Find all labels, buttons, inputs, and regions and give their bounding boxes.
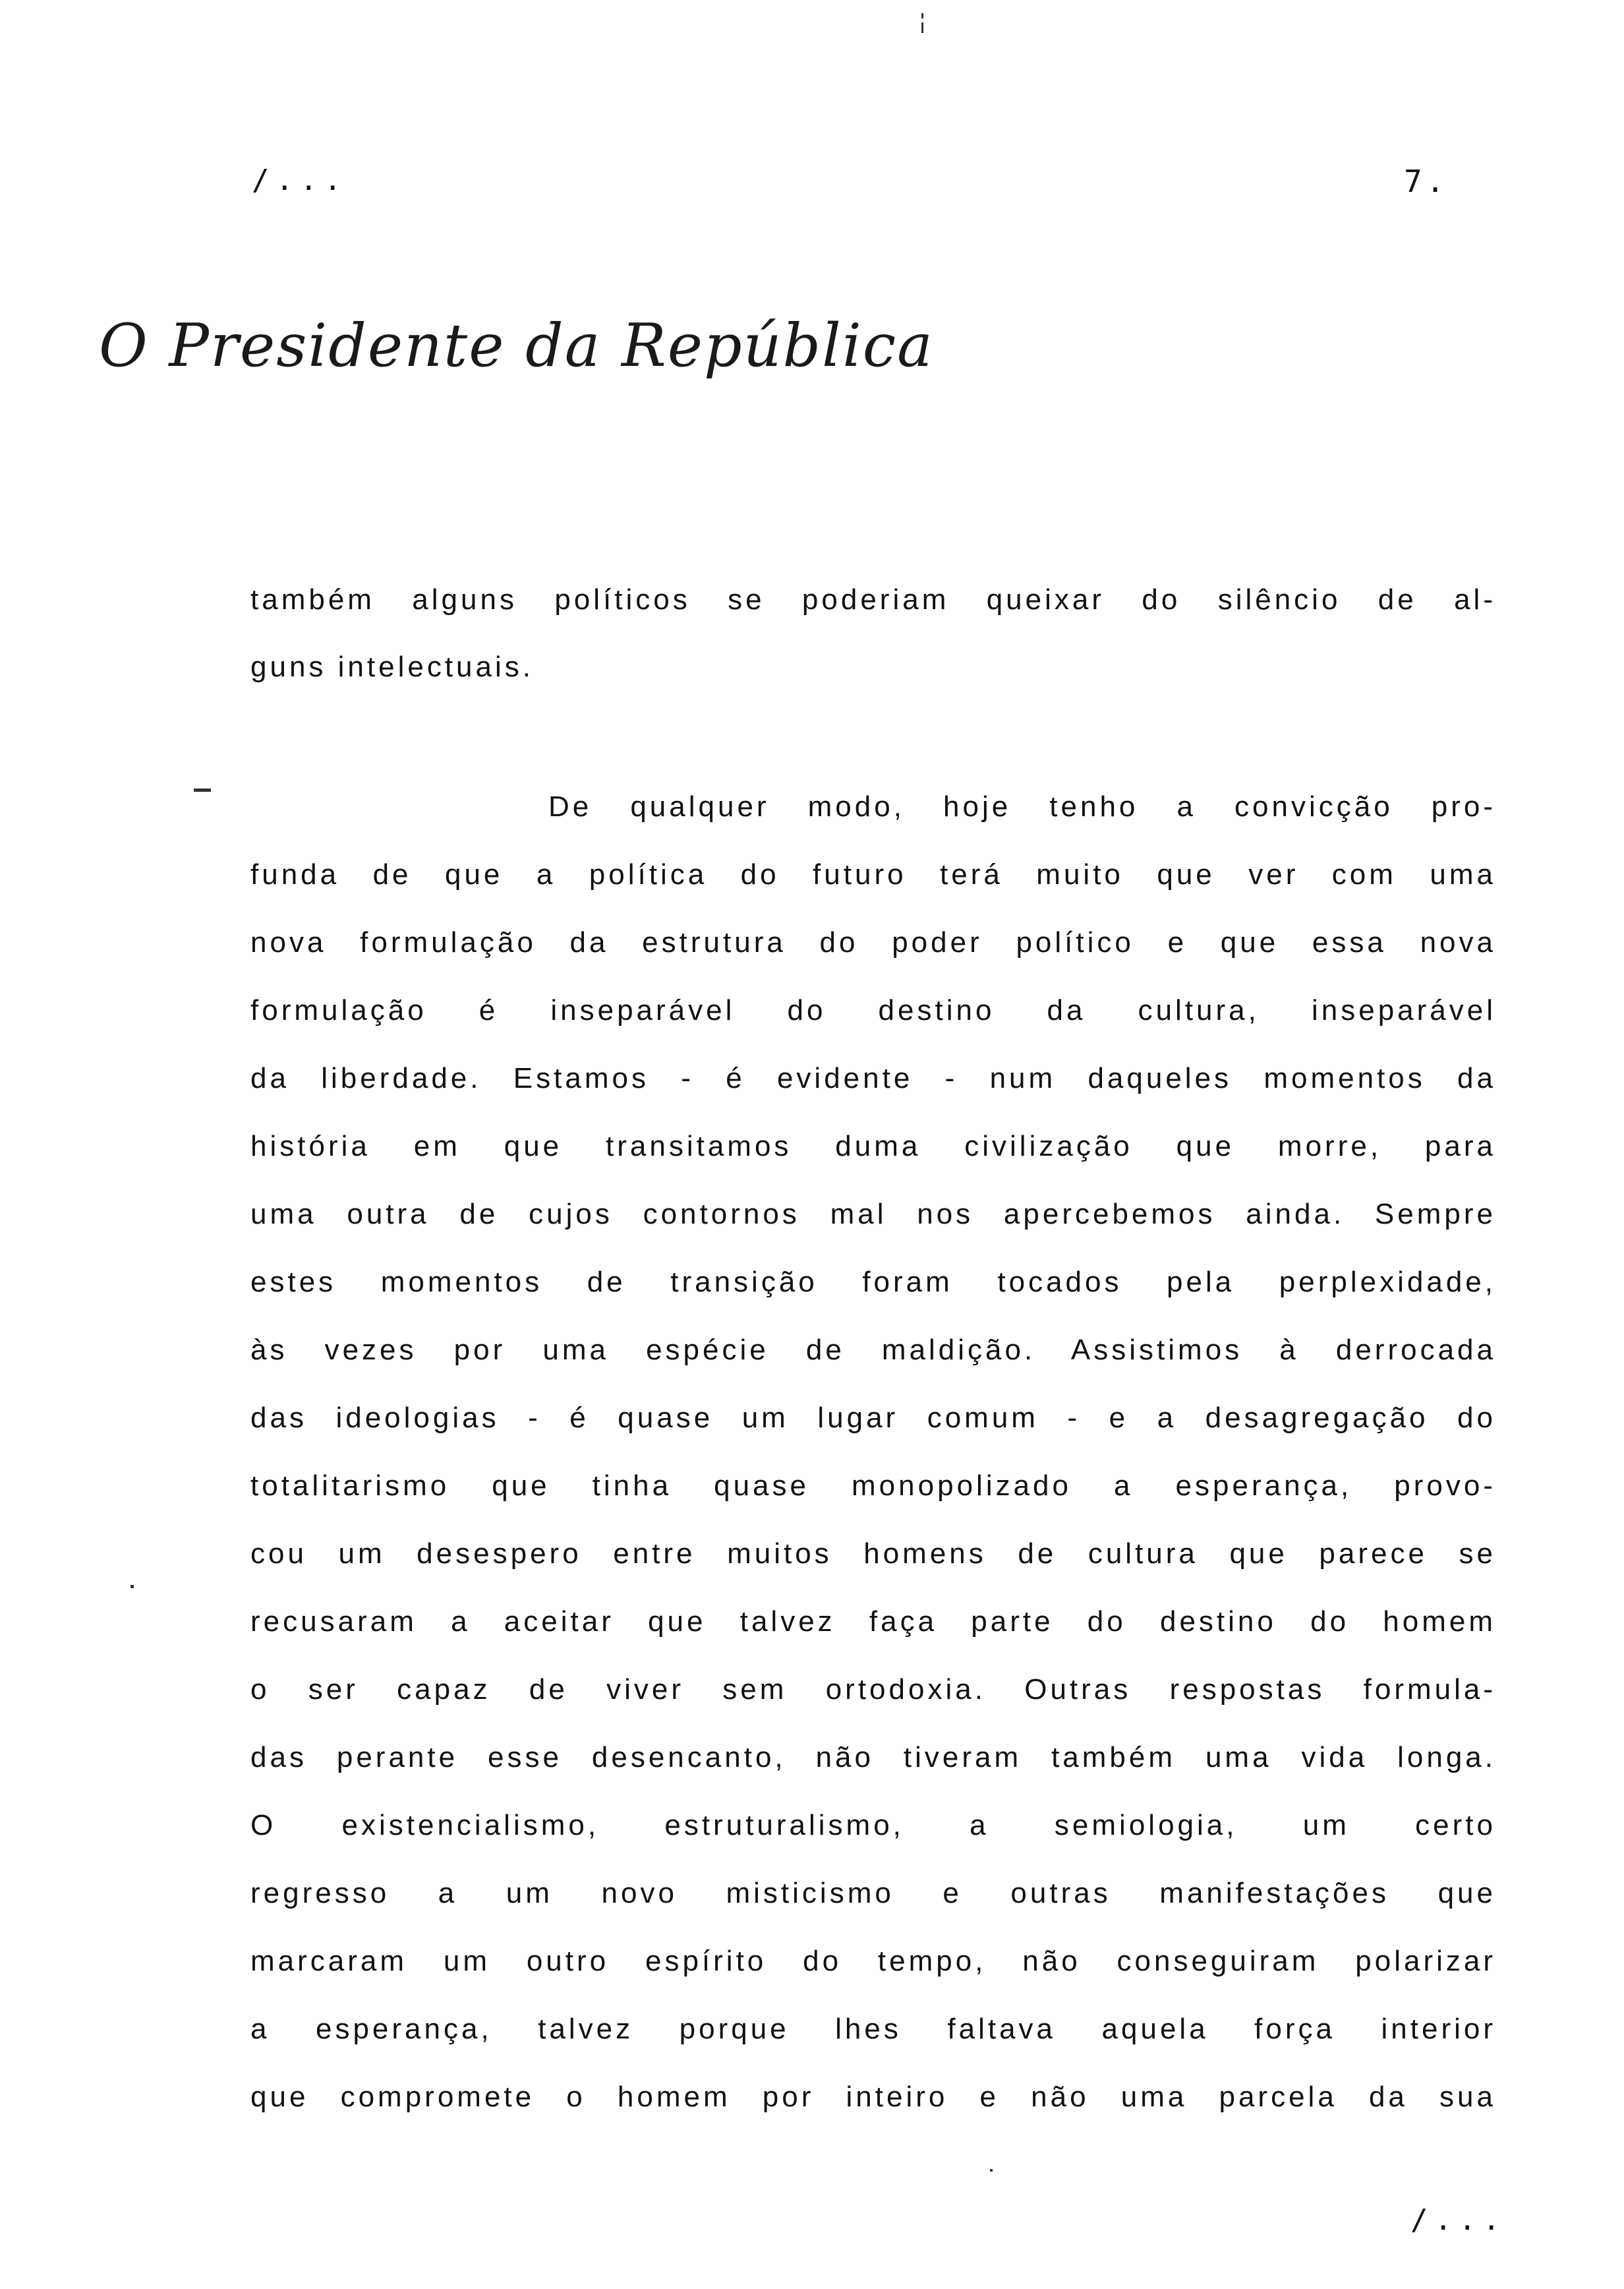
scan-speck	[194, 788, 211, 792]
letterhead-title: O Presidente da República	[99, 311, 934, 380]
text-line: da liberdade. Estamos - é evidente - num daqueles momentos da	[250, 1062, 1496, 1094]
page-number: 7.	[1404, 164, 1449, 199]
text-line: regresso a um novo misticismo e outras manifestações que	[250, 1877, 1496, 1909]
text-line: O existencialismo, estruturalismo, a semiologia, um certo	[250, 1809, 1496, 1841]
text-line: das perante esse desencanto, não tiveram também uma vida longa.	[250, 1741, 1496, 1773]
text-line: também alguns políticos se poderiam queixar do silêncio de al-	[250, 583, 1496, 616]
text-line: história em que transitamos duma civilização que morre, para	[250, 1130, 1496, 1162]
text-line: guns intelectuais.	[250, 651, 534, 683]
header-continuation-mark: /...	[252, 164, 348, 197]
text-line: das ideologias - é quase um lugar comum - e a desagregação do	[250, 1402, 1496, 1434]
scan-speck	[990, 2169, 993, 2172]
text-line: a esperança, talvez porque lhes faltava aquela força interior	[250, 2013, 1496, 2045]
footer-continuation-mark: /...	[1410, 2203, 1507, 2237]
text-line: totalitarismo que tinha quase monopolizado a esperança, provo-	[250, 1470, 1496, 1502]
scan-speck	[921, 22, 923, 33]
text-line: De qualquer modo, hoje tenho a convicção pro-	[548, 790, 1496, 823]
scan-speck	[921, 13, 923, 18]
text-line: estes momentos de transição foram tocados pela perplexidade,	[250, 1266, 1496, 1298]
text-line: marcaram um outro espírito do tempo, não conseguiram polarizar	[250, 1945, 1496, 1977]
text-line: uma outra de cujos contornos mal nos apercebemos ainda. Sempre	[250, 1198, 1496, 1230]
text-line: às vezes por uma espécie de maldição. Assistimos à derrocada	[250, 1334, 1496, 1366]
text-line: cou um desespero entre muitos homens de cultura que parece se	[250, 1537, 1496, 1570]
text-line: que compromete o homem por inteiro e não uma parcela da sua	[250, 2081, 1496, 2113]
text-line: o ser capaz de viver sem ortodoxia. Outras respostas formula-	[250, 1673, 1496, 1706]
text-line: formulação é inseparável do destino da cultura, inseparável	[250, 994, 1496, 1026]
scan-speck	[130, 1585, 134, 1588]
text-line: funda de que a política do futuro terá muito que ver com uma	[250, 858, 1496, 891]
text-line: recusaram a aceitar que talvez faça parte do destino do homem	[250, 1605, 1496, 1638]
text-line: nova formulação da estrutura do poder político e que essa nova	[250, 926, 1496, 959]
